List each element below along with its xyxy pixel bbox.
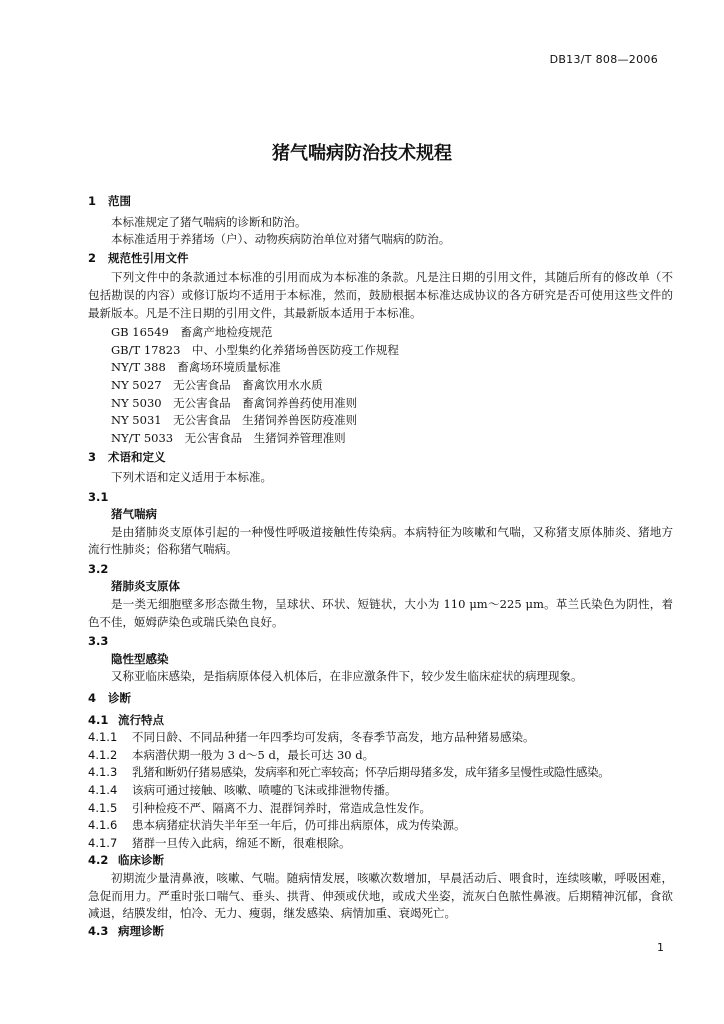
reference-item: NY 5030 无公害食品 畜禽饲养兽药使用准则 [111, 395, 358, 410]
clause-item: 4.1.1 不同日龄、不同品种猪一年四季均可发病，冬春季节高发，地方品种猪易感染。 [88, 730, 535, 745]
reference-item: GB 16549 畜禽产地检疫规范 [111, 325, 273, 340]
term-definition: 是由猪肺炎支原体引起的一种慢性呼吸道接触性传染病。本病特征为咳嗽和气喘，又称猪支原体肺炎、猪地方流行性肺炎；俗称猪气喘病。 [88, 524, 673, 557]
section-heading-scope: 1 范围 [88, 194, 131, 208]
term-name: 隐性型感染 [111, 651, 169, 666]
paragraph: 本标准适用于养猪场（户）、动物疾病防治单位对猪气喘病的防治。 [111, 232, 451, 247]
paragraph: 本标准规定了猪气喘病的诊断和防治。 [111, 214, 307, 229]
term-name: 猪肺炎支原体 [111, 579, 180, 594]
term-definition: 又称亚临床感染，是指病原体侵入机体后，在非应激条件下，较少发生临床症状的病理现象。 [111, 669, 583, 684]
document-body [88, 193, 673, 940]
term-number: 3.1 [88, 489, 109, 504]
clause-item: 4.1.3 乳猪和断奶仔猪易感染，发病率和死亡率较高；怀孕后期母猪多发，成年猪多呈慢性或隐性感染。 [88, 765, 610, 780]
subsection-heading-pathology: 4.3 病理诊断 [88, 923, 164, 938]
document-title: 猪气喘病防治技术规程 [272, 143, 452, 164]
term-name: 猪气喘病 [111, 507, 157, 522]
standard-code: DB13/T 808—2006 [549, 53, 658, 66]
paragraph: 初期流少量清鼻液，咳嗽、气喘。随病情发展，咳嗽次数增加，早晨活动后、喂食时，连续咳嗽，呼吸困难，急促而用力。严重时张口喘气、垂头、拱背、伸颈或伏地，或成犬坐姿，流灰白色脓性鼻液。后期精神沉郁，食欲减退，结膜发绀，怕冷、无力、瘦弱，继发感染、病情加重、衰竭死亡。 [88, 870, 673, 921]
clause-item: 4.1.6 患本病猪症状消失半年至一年后，仍可排出病原体，成为传染源。 [88, 818, 466, 833]
clause-item: 4.1.5 引种检疫不严、隔离不力、混群饲养时，常造成急性发作。 [88, 800, 431, 815]
term-definition: 是一类无细胞壁多形态微生物，呈球状、环状、短链状，大小为 110 μm～225 μm。革兰氏染色为阴性，着色不佳，姬姆萨染色或瑞氏染色良好。 [88, 597, 673, 629]
term-number: 3.3 [88, 634, 109, 649]
reference-item: GB/T 17823 中、小型集约化养猪场兽医防疫工作规程 [111, 342, 399, 357]
clause-item: 4.1.7 猪群一旦传入此病，绵延不断，很难根除。 [88, 835, 351, 850]
subsection-heading-epidemiology: 4.1 流行特点 [88, 712, 164, 727]
page-number: 1 [657, 941, 664, 954]
clause-item: 4.1.2 本病潜伏期一般为 3 d～5 d，最长可达 30 d。 [88, 747, 375, 762]
reference-item: NY 5031 无公害食品 生猪饲养兽医防疫准则 [111, 413, 358, 428]
clause-item: 4.1.4 该病可通过接触、咳嗽、喷嚏的飞沫或排泄物传播。 [88, 783, 397, 797]
reference-item: NY 5027 无公害食品 畜禽饮用水水质 [111, 377, 323, 392]
term-number: 3.2 [88, 561, 109, 576]
reference-item: NY/T 5033 无公害食品 生猪饲养管理准则 [111, 430, 346, 445]
reference-item: NY/T 388 畜禽场环境质量标准 [111, 360, 281, 375]
paragraph: 下列术语和定义适用于本标准。 [111, 469, 272, 484]
subsection-heading-clinical: 4.2 临床诊断 [88, 853, 164, 868]
section-heading-terms: 3 术语和定义 [88, 450, 166, 465]
section-heading-references: 2 规范性引用文件 [88, 250, 189, 265]
paragraph: 下列文件中的条款通过本标准的引用而成为本标准的条款。凡是注日期的引用文件，其随后所有的修改单（不包括勘误的内容）或修订版均不适用于本标准，然而，鼓励根据本标准达成协议的各方研究是否可使用这些文件的最新版本。凡是不注日期的引用文件，其最新版本适用于本标准。 [88, 270, 673, 320]
section-heading-diagnosis: 4 诊断 [88, 691, 131, 706]
